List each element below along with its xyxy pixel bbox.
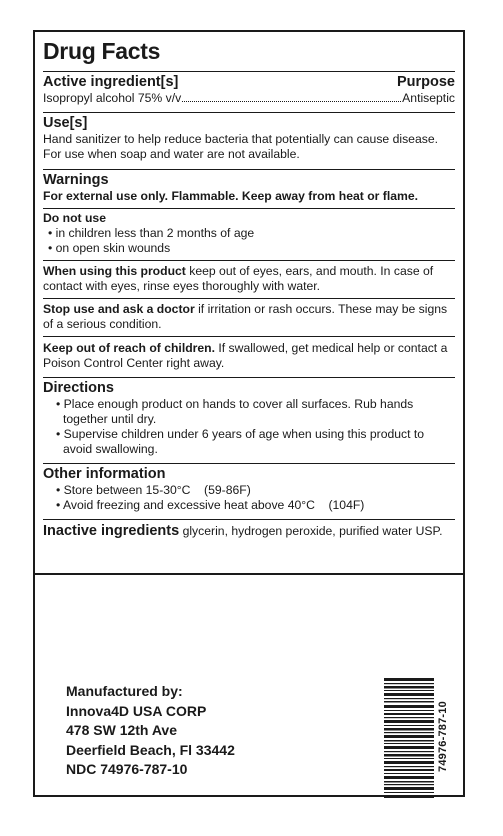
inactive-ingredients-section — [43, 523, 455, 540]
direction-item: • Supervise children under 6 years of age when using this product to avoid swallowing. — [56, 427, 425, 456]
divider — [43, 519, 455, 520]
manufacturer-label: Manufactured by: — [66, 683, 183, 699]
when-using-warning: When using this product keep out of eyes, ears, and mouth. In case of contact with eyes, rinse eyes thoroughly with water. — [43, 264, 434, 293]
manufacturer-block — [66, 682, 235, 780]
bottom-divider — [35, 573, 463, 575]
active-ingredients-heading: Active ingredient[s] — [43, 74, 179, 90]
other-info-item: • Avoid freezing and excessive heat above 40°C (104F) — [56, 498, 365, 512]
ndc-number: NDC 74976-787-10 — [66, 761, 188, 777]
uses-section — [43, 115, 455, 162]
active-ingredients-section — [43, 74, 455, 106]
drug-facts-panel — [33, 30, 465, 797]
manufacturer-city: Deerfield Beach, Fl 33442 — [66, 741, 235, 758]
inactive-ingredients-heading: Inactive ingredients — [43, 523, 180, 539]
divider — [43, 71, 455, 72]
do-not-use-heading: Do not use — [43, 211, 106, 225]
warnings-heading: Warnings — [43, 172, 109, 188]
barcode-icon — [384, 678, 434, 798]
barcode-number: 74976-787-10 — [437, 701, 449, 773]
drug-facts-title: Drug Facts — [43, 38, 161, 64]
stop-use-warning: Stop use and ask a doctor if irritation or rash occurs. These may be signs of a serious condition. — [43, 302, 448, 331]
do-not-use-item: • on open skin wounds — [48, 241, 171, 255]
divider — [43, 463, 455, 464]
external-use-warning: For external use only. Flammable. Keep away from heat or flame. — [43, 189, 418, 203]
directions-section — [43, 380, 455, 457]
other-information-section — [43, 466, 455, 513]
other-info-item: • Store between 15-30°C (59-86F) — [56, 483, 251, 497]
directions-heading: Directions — [43, 380, 114, 396]
divider — [43, 298, 455, 299]
other-information-heading: Other information — [43, 466, 166, 482]
uses-text: Hand sanitizer to help reduce bacteria that potentially can cause disease. For use when soap and water are not available. — [43, 132, 438, 161]
inactive-ingredients-text: Inactive ingredients glycerin, hydrogen peroxide, purified water USP. — [43, 523, 443, 539]
divider — [43, 112, 455, 113]
divider — [43, 260, 455, 261]
warnings-section — [43, 172, 455, 371]
active-ingredient: Isopropyl alcohol 75% v/v — [43, 91, 182, 105]
manufacturer-street: 478 SW 12th Ave — [66, 722, 178, 738]
do-not-use-item: • in children less than 2 months of age — [48, 226, 255, 240]
divider — [43, 377, 455, 378]
uses-heading: Use[s] — [43, 115, 88, 131]
manufacturer-name: Innova4D USA CORP — [66, 702, 207, 719]
divider — [43, 336, 455, 337]
purpose-heading: Purpose — [396, 74, 455, 90]
drug-facts-content — [43, 32, 455, 540]
active-purpose: Antiseptic — [402, 91, 455, 105]
direction-item: • Place enough product on hands to cover all surfaces. Rub hands together until dry. — [56, 397, 414, 426]
divider — [43, 208, 455, 209]
dot-leader — [182, 101, 401, 102]
divider — [43, 169, 455, 170]
keep-out-of-reach-warning: Keep out of reach of children. If swallowed, get medical help or contact a Poison Control Center right away. — [43, 341, 448, 370]
